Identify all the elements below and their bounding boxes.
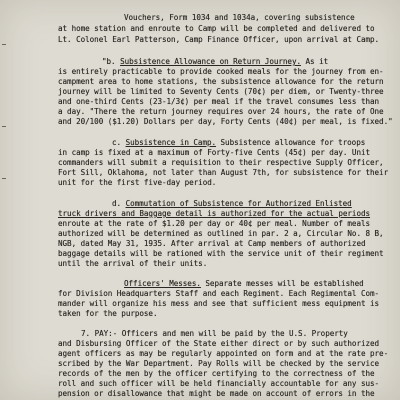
para-d-line-4: NGB, dated May 31, 1935. After arrival at Camp members of authorized (58, 239, 366, 248)
para-c-line-3: Fort Sill, Oklahoma, not later than August 7th, for subsistence for their (58, 168, 389, 177)
para-d-marker: d. (112, 199, 122, 208)
intro-line-3: Lt. Colonel Earl Patterson, Camp Finance Officer, upon arrival at Camp. (58, 35, 380, 44)
margin-mark (2, 44, 6, 45)
para-e-heading-after: Separate messes will be established (200, 279, 364, 288)
para-b-marker: "b. (102, 57, 116, 66)
para-b-line-5: a day. "There the return journey requires over 24 hours, the rate of One (58, 107, 384, 116)
para-b-heading-after: As it (300, 57, 329, 66)
para-b-line-2: campment area to home stations, the subsistence allowance for the return (58, 77, 384, 86)
para-7-marker: 7. PAY:- (81, 329, 118, 338)
para-d-heading-line (112, 199, 352, 209)
para-b-heading: Subsistence Allowance on Return Journey. (120, 57, 301, 66)
para-e-heading-line (124, 279, 364, 289)
para-d-line-5: baggage details will be rationed with the service unit of their regiment (58, 249, 384, 258)
intro-line-1: Vouchers, Form 1034 and 1034a, covering subsistence (124, 13, 355, 22)
para-c-heading-after: Subsistence allowance for troops (216, 138, 366, 147)
para-7-line-3: agent officers as may be regularly appointed on form and at the rate pre- (58, 349, 389, 358)
margin-mark (2, 126, 6, 127)
para-7-line-4: scribed by the War Department. Pay Rolls will be checked by the service (58, 359, 380, 368)
para-c-line-2: commanders will submit a requisition to their respective Supply Officer, (58, 158, 384, 167)
margin-mark (2, 178, 6, 179)
para-e-line-1: for Division Headquarters Staff and each Regiment. Each Regimental Com- (58, 289, 380, 298)
para-c-marker: c. (112, 138, 122, 147)
para-c-line-1: in camp is fixed at a maximum of Forty-five Cents (45¢) per day. Unit (58, 148, 371, 157)
para-b-line-3: journey will be limited to Seventy Cents (70¢) per diem, or Twenty-three (58, 87, 384, 96)
intro-line-2: at home station and enroute to Camp will be completed and delivered to (58, 24, 375, 33)
para-d-line-6: until the arrival of their units. (58, 259, 208, 268)
para-7-line-6: roll and such officer will be held financially accountable for any sus- (58, 379, 380, 388)
para-7-line-1-text: Officers and men will be paid by the U.S. Property (117, 329, 348, 338)
para-7-line-2: and Disbursing Officer of the State either direct or by such authorized (58, 339, 380, 348)
para-7-line-7: pension or disallowance that might be made on account of errors in the (58, 389, 375, 398)
para-d-line-1: truck drivers and Baggage detail is authorized for the actual periods (58, 209, 371, 218)
para-d-heading: Commutation of Subsistence for Authorized Enlisted (125, 199, 352, 208)
para-e-heading: Officers' Messes. (124, 279, 201, 288)
para-b-line-4: and one-third Cents (23-1/3¢) per meal if the travel consumes less than (58, 97, 380, 106)
para-e-line-2: mander will organize his mess and see that sufficient mess equipment is (58, 299, 380, 308)
para-c-heading: Subsistence in Camp. (125, 138, 217, 147)
para-7-line-5: records of the men by the officer certifying to the correctness of the (58, 369, 375, 378)
para-b-line-1: is entirely practicable to provide cooked meals for the journey from en- (58, 67, 384, 76)
para-b-line-6: and 20/100 ($1.20) Dollars per day, Forty Cents (40¢) per meal, is fixed." (58, 117, 393, 126)
para-b-heading-line (102, 57, 328, 67)
para-d-line-2: enroute at the rate of $1.20 per day or 40¢ per meal. Number of meals (58, 219, 371, 228)
para-e-line-3: taken for the purpose. (58, 309, 158, 318)
para-c-line-4: unit for the first five-day period. (58, 178, 217, 187)
para-d-line-3: authorized will be determined as outlined in par. 2 a, Circular No. 8 B, (58, 229, 384, 238)
para-7-line-1 (81, 329, 348, 339)
para-c-heading-line (112, 138, 365, 148)
